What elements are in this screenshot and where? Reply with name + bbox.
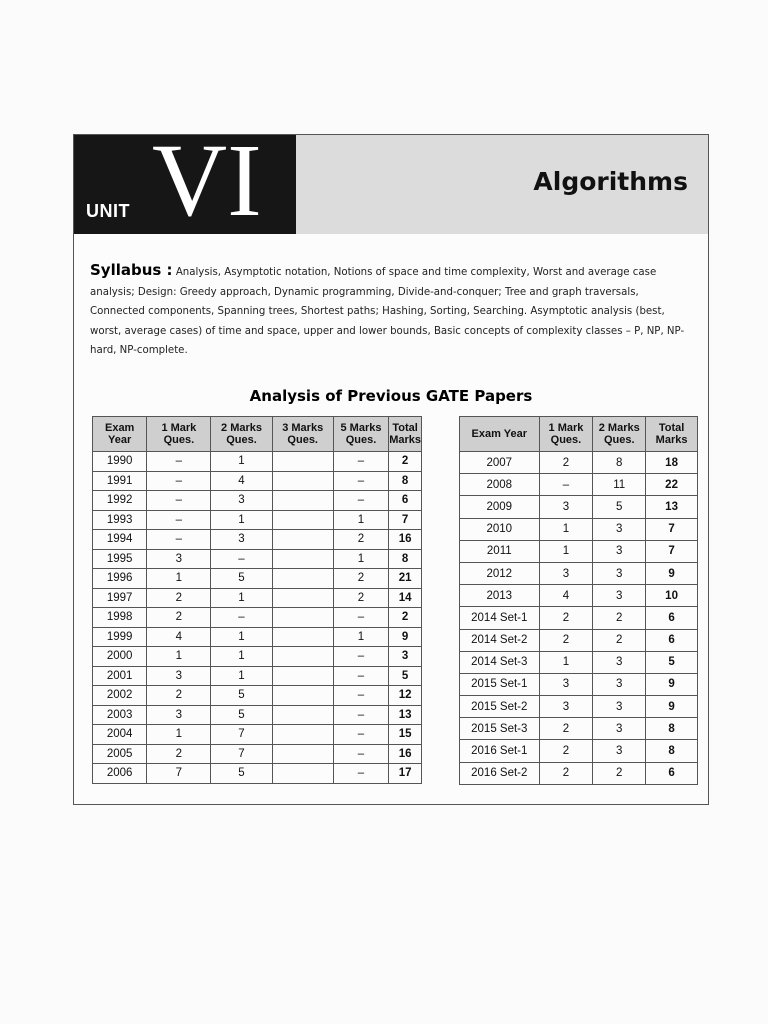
- table-row: [460, 474, 698, 496]
- table-cell: 2: [539, 629, 593, 651]
- table-cell: 1: [333, 510, 388, 530]
- table-cell: [272, 686, 333, 706]
- column-header: 5 Marks Ques.: [333, 417, 388, 452]
- table-cell: 4: [211, 471, 272, 491]
- table-row: [93, 530, 422, 550]
- table-cell: [272, 647, 333, 667]
- table-cell: 1995: [93, 549, 147, 569]
- table-row: [460, 518, 698, 540]
- table-cell: [272, 510, 333, 530]
- table-row: [93, 725, 422, 745]
- table-cell: 2003: [93, 705, 147, 725]
- table-cell: 3: [211, 530, 272, 550]
- table-cell: [272, 705, 333, 725]
- table-cell: –: [147, 452, 211, 472]
- table-cell: 3: [593, 740, 646, 762]
- column-header: Exam Year: [460, 417, 540, 452]
- column-header: 2 Marks Ques.: [593, 417, 646, 452]
- table-cell: 1: [539, 540, 593, 562]
- chapter-banner: [74, 123, 708, 238]
- table-cell: 1994: [93, 530, 147, 550]
- table-cell: 2016 Set-2: [460, 762, 540, 784]
- column-header: 2 Marks Ques.: [211, 417, 272, 452]
- table-cell: 7: [646, 540, 698, 562]
- table-cell: 3: [211, 491, 272, 511]
- table-cell: 2011: [460, 540, 540, 562]
- table-cell: –: [333, 764, 388, 784]
- syllabus-paragraph: [90, 261, 692, 361]
- table-cell: 2: [539, 762, 593, 784]
- table-cell: 7: [389, 510, 422, 530]
- table-cell: 3: [539, 496, 593, 518]
- table-cell: 2: [593, 629, 646, 651]
- unit-number: VI: [152, 123, 262, 238]
- table-cell: –: [333, 491, 388, 511]
- table-cell: –: [333, 725, 388, 745]
- table-cell: 8: [646, 718, 698, 740]
- table-cell: 5: [211, 764, 272, 784]
- table-cell: [272, 569, 333, 589]
- table-cell: 2: [389, 452, 422, 472]
- table-cell: 2015 Set-2: [460, 696, 540, 718]
- table-cell: 9: [646, 673, 698, 695]
- table-cell: 13: [389, 705, 422, 725]
- table-cell: 2: [333, 530, 388, 550]
- table-cell: 1997: [93, 588, 147, 608]
- table-cell: 14: [389, 588, 422, 608]
- table-cell: 3: [593, 540, 646, 562]
- table-cell: 9: [389, 627, 422, 647]
- table-cell: [272, 608, 333, 628]
- table-row: [460, 585, 698, 607]
- table-cell: –: [333, 744, 388, 764]
- table-cell: 1: [333, 627, 388, 647]
- table-row: [93, 452, 422, 472]
- table-cell: 3: [593, 718, 646, 740]
- table-cell: 1: [147, 725, 211, 745]
- table-cell: 18: [646, 452, 698, 474]
- table-cell: 8: [389, 471, 422, 491]
- column-header: 1 Mark Ques.: [539, 417, 593, 452]
- column-header: Exam Year: [93, 417, 147, 452]
- table-row: [93, 608, 422, 628]
- table-cell: –: [333, 705, 388, 725]
- table-header-row: [93, 417, 422, 452]
- table-cell: 3: [539, 696, 593, 718]
- table-cell: 2: [539, 718, 593, 740]
- table-cell: 2: [389, 608, 422, 628]
- table-cell: 2010: [460, 518, 540, 540]
- table-cell: 3: [147, 549, 211, 569]
- table-cell: 2: [333, 588, 388, 608]
- table-cell: 3: [147, 705, 211, 725]
- table-cell: 2015 Set-1: [460, 673, 540, 695]
- table-cell: 1993: [93, 510, 147, 530]
- table-cell: 1: [539, 518, 593, 540]
- table-cell: [272, 530, 333, 550]
- chapter-page: [73, 123, 709, 805]
- table-cell: 6: [646, 607, 698, 629]
- table-cell: 2016 Set-1: [460, 740, 540, 762]
- syllabus-text: Analysis, Asymptotic notation, Notions of space and time complexity, Worst and average case analysis; Design: Greedy approach, Dynamic programming, Divide-and-conquer; Tree and graph traversals, Connected components, Spanning trees, Shortest paths; Hashing, Sorting, Searching. Asymptotic analysis (best, worst, average cases) of time and space, upper and lower bounds, Basic concepts of complexity classes – P, NP, NP-hard, NP-complete.: [90, 267, 685, 356]
- table-row: [93, 705, 422, 725]
- table-cell: 4: [539, 585, 593, 607]
- table-cell: 5: [211, 686, 272, 706]
- table-cell: 17: [389, 764, 422, 784]
- table-cell: 1: [539, 651, 593, 673]
- table-cell: 6: [389, 491, 422, 511]
- table-cell: 6: [646, 762, 698, 784]
- table-row: [460, 696, 698, 718]
- table-cell: –: [333, 452, 388, 472]
- table-row: [93, 686, 422, 706]
- table-cell: 1991: [93, 471, 147, 491]
- table-cell: [272, 588, 333, 608]
- syllabus-label: Syllabus :: [90, 261, 173, 279]
- unit-label: UNIT: [86, 201, 130, 221]
- table-cell: 22: [646, 474, 698, 496]
- table-cell: –: [333, 471, 388, 491]
- table-cell: [272, 452, 333, 472]
- table-cell: [272, 725, 333, 745]
- table-cell: 5: [593, 496, 646, 518]
- table-cell: 3: [593, 518, 646, 540]
- table-cell: 1: [147, 569, 211, 589]
- table-row: [93, 510, 422, 530]
- table-cell: 7: [211, 725, 272, 745]
- table-cell: 2: [593, 762, 646, 784]
- table-cell: 16: [389, 744, 422, 764]
- table-cell: 3: [593, 562, 646, 584]
- table-cell: 3: [593, 651, 646, 673]
- table-cell: 3: [539, 562, 593, 584]
- table-cell: 5: [211, 705, 272, 725]
- table-row: [93, 764, 422, 784]
- table-cell: 3: [593, 673, 646, 695]
- table-cell: 1996: [93, 569, 147, 589]
- table-row: [460, 496, 698, 518]
- table-cell: –: [333, 608, 388, 628]
- table-cell: 9: [646, 562, 698, 584]
- table-cell: 2014 Set-2: [460, 629, 540, 651]
- table-cell: 3: [389, 647, 422, 667]
- column-header: Total Marks: [389, 417, 422, 452]
- table-cell: 2014 Set-3: [460, 651, 540, 673]
- unit-block: [74, 123, 296, 238]
- table-cell: 8: [646, 740, 698, 762]
- table-cell: –: [333, 666, 388, 686]
- table-cell: 2008: [460, 474, 540, 496]
- section-heading: Analysis of Previous GATE Papers: [249, 387, 533, 405]
- table-row: [93, 744, 422, 764]
- table-cell: 21: [389, 569, 422, 589]
- table-cell: –: [147, 491, 211, 511]
- table-cell: 1: [147, 647, 211, 667]
- table-cell: 1: [211, 627, 272, 647]
- table-row: [460, 562, 698, 584]
- table-cell: 2004: [93, 725, 147, 745]
- table-row: [460, 762, 698, 784]
- table-cell: 2: [147, 686, 211, 706]
- table-row: [93, 491, 422, 511]
- table-cell: –: [539, 474, 593, 496]
- table-row: [93, 549, 422, 569]
- table-cell: [272, 666, 333, 686]
- table-row: [460, 629, 698, 651]
- table-cell: 5: [211, 569, 272, 589]
- table-cell: 3: [147, 666, 211, 686]
- table-cell: –: [147, 510, 211, 530]
- table-cell: 1998: [93, 608, 147, 628]
- table-row: [460, 740, 698, 762]
- table-cell: 2: [147, 588, 211, 608]
- table-cell: –: [333, 686, 388, 706]
- table-row: [460, 651, 698, 673]
- table-row: [93, 569, 422, 589]
- table-cell: [272, 491, 333, 511]
- table-cell: 2015 Set-3: [460, 718, 540, 740]
- table-cell: 2007: [460, 452, 540, 474]
- table-row: [93, 647, 422, 667]
- table-cell: 7: [147, 764, 211, 784]
- table-cell: 2001: [93, 666, 147, 686]
- table-cell: 4: [147, 627, 211, 647]
- table-cell: [272, 627, 333, 647]
- table-cell: –: [211, 549, 272, 569]
- table-cell: 2: [539, 607, 593, 629]
- table-cell: 9: [646, 696, 698, 718]
- table-cell: 13: [646, 496, 698, 518]
- table-cell: –: [147, 530, 211, 550]
- table-cell: 2: [593, 607, 646, 629]
- table-row: [93, 627, 422, 647]
- table-cell: 2002: [93, 686, 147, 706]
- table-cell: 5: [389, 666, 422, 686]
- gate-analysis-table-left: [92, 416, 422, 784]
- table-cell: 1: [211, 647, 272, 667]
- table-cell: 3: [593, 696, 646, 718]
- table-row: [460, 540, 698, 562]
- chapter-title: Algorithms: [533, 167, 688, 196]
- table-cell: 6: [646, 629, 698, 651]
- table-cell: 2: [539, 740, 593, 762]
- table-cell: 2005: [93, 744, 147, 764]
- table-cell: 12: [389, 686, 422, 706]
- table-cell: 1: [211, 452, 272, 472]
- table-row: [93, 666, 422, 686]
- table-cell: [272, 744, 333, 764]
- table-cell: 3: [539, 673, 593, 695]
- table-cell: 1992: [93, 491, 147, 511]
- column-header: Total Marks: [646, 417, 698, 452]
- column-header: 1 Mark Ques.: [147, 417, 211, 452]
- table-cell: 1: [211, 510, 272, 530]
- table-row: [460, 452, 698, 474]
- table-cell: 2009: [460, 496, 540, 518]
- table-cell: 8: [593, 452, 646, 474]
- table-cell: 7: [211, 744, 272, 764]
- table-cell: 1: [333, 549, 388, 569]
- table-row: [460, 673, 698, 695]
- gate-analysis-table-right: [459, 416, 698, 785]
- table-cell: 1990: [93, 452, 147, 472]
- table-row: [93, 471, 422, 491]
- table-cell: 3: [593, 585, 646, 607]
- table-header-row: [460, 417, 698, 452]
- table-cell: 2: [147, 744, 211, 764]
- table-cell: 2: [333, 569, 388, 589]
- table-cell: 7: [646, 518, 698, 540]
- table-cell: 16: [389, 530, 422, 550]
- table-cell: 10: [646, 585, 698, 607]
- table-cell: 11: [593, 474, 646, 496]
- table-cell: 2014 Set-1: [460, 607, 540, 629]
- table-row: [93, 588, 422, 608]
- table-cell: –: [211, 608, 272, 628]
- table-cell: 1999: [93, 627, 147, 647]
- table-cell: –: [147, 471, 211, 491]
- table-cell: 2: [539, 452, 593, 474]
- table-cell: 2000: [93, 647, 147, 667]
- table-cell: 8: [389, 549, 422, 569]
- table-cell: 2: [147, 608, 211, 628]
- table-cell: [272, 549, 333, 569]
- column-header: 3 Marks Ques.: [272, 417, 333, 452]
- table-row: [460, 718, 698, 740]
- table-cell: 2012: [460, 562, 540, 584]
- table-cell: [272, 471, 333, 491]
- table-cell: [272, 764, 333, 784]
- table-cell: –: [333, 647, 388, 667]
- table-cell: 2013: [460, 585, 540, 607]
- table-cell: 2006: [93, 764, 147, 784]
- table-cell: 1: [211, 588, 272, 608]
- table-row: [460, 607, 698, 629]
- table-cell: 1: [211, 666, 272, 686]
- table-cell: 5: [646, 651, 698, 673]
- table-cell: 15: [389, 725, 422, 745]
